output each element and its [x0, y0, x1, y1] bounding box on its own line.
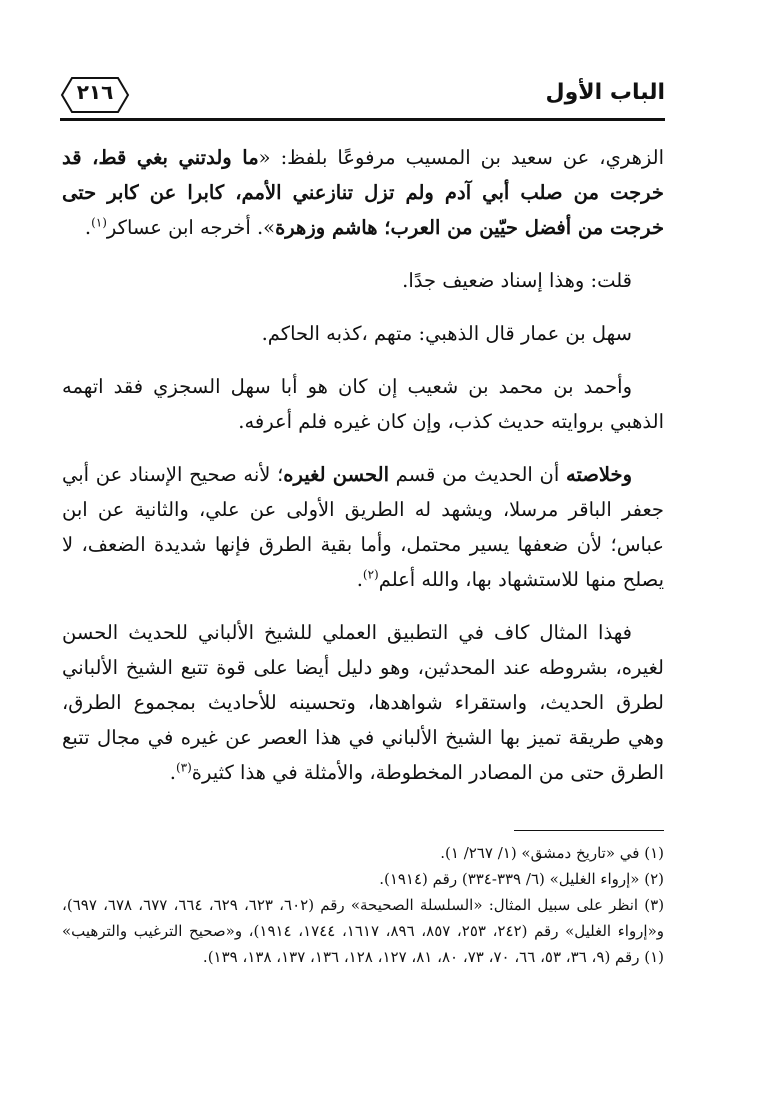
paragraph-2: قلت: وهذا إسناد ضعيف جدًا. [402, 269, 632, 292]
footnote-ref-1: (١) [91, 215, 107, 230]
page-number-badge [60, 74, 130, 116]
footnotes [62, 840, 664, 970]
header-rule [60, 118, 665, 121]
footnote-rule [514, 830, 664, 831]
paragraph-5: وخلاصته أن الحديث من قسم الحسن لغيره؛ لأنه صحيح الإسناد عن أبي جعفر الباقر مرسلا، ويشهد له الطريق الأولى عن علي، والثانية عن ابن عباس؛ لأن ضعفها يسير محتمل، وأما بقية الطرق فإنها شديدة الضعف، لا يصلح منها للاستشهاد بها، والله أعلم$^{(٢)}$. [62, 463, 664, 591]
footnote-ref-2: (٢) [362, 567, 379, 582]
footnote-ref-3: (٣) [175, 760, 192, 775]
main-text [62, 140, 664, 808]
footnote-3: (٣) انظر على سبيل المثال: «السلسلة الصحيحة» رقم (٦٠٢، ٦٢٣، ٦٢٩، ٦٦٤، ٦٧٧، ٦٧٨، ٦٩٧)، و«إرواء الغليل» رقم (٢٤٢، ٢٥٣، ٨٥٧، ٨٩٦، ١٦١٧، ١٧٤٤، ١٩١٤)، و«صحيح الترغيب والترهيب» (١) رقم (٩، ٣٦، ٥٣، ٦٦، ٧٠، ٧٣، ٨٠، ٨١، ١٢٧، ١٢٨، ١٣٦، ١٣٧، ١٣٨، ١٣٩). [62, 896, 665, 966]
paragraph-6: فهذا المثال كاف في التطبيق العملي للشيخ الألباني للحديث الحسن لغيره، بشروطه عند المحدثين، وهو دليل أيضا على قوة تتبع الشيخ الألباني لطرق الحديث، واستقراء شواهدها، وتحسينه للأحاديث بمجموع الطرق، وهي طريقة تميز بها الشيخ الألباني في هذا العصر عن غيره في مجال تتبع الطرق حتى من المصادر المخطوطة، والأمثلة في هذا كثيرة$^{(٣)}$. [62, 621, 664, 784]
chapter-title: الباب الأول [545, 80, 665, 105]
paragraph-4: وأحمد بن محمد بن شعيب إن كان هو أبا سهل السجزي فقد اتهمه الذهبي بروايته حديث كذب، وإن كان غيره فلم أعرفه. [62, 375, 664, 433]
footnote-1: (١) في «تاريخ دمشق» (١/ ٢٦٧/ ١). [440, 844, 664, 862]
paragraph-3: سهل بن عمار قال الذهبي: متهم ،كذبه الحاكم. [261, 322, 632, 345]
paragraph-1: الزهري، عن سعيد بن المسيب مرفوعًا بلفظ: «ما ولدتني بغي قط، قد خرجت من صلب أبي آدم ولم تزل تنازعني الأمم، كابرا عن كابر حتى خرجت من أفضل حيّين من العرب؛ هاشم وزهرة». أخرجه ابن عساكر$^{(١)}$. [62, 146, 664, 239]
page-header [60, 72, 665, 122]
footnote-2: (٢) «إرواء الغليل» (٦/ ٣٣٩-٣٣٤) رقم (١٩١٤). [379, 870, 664, 888]
page-number: ٢١٦ [76, 80, 114, 104]
hadith-text: ما ولدتني بغي قط، قد خرجت من صلب أبي آدم ولم تزل تنازعني الأمم، كابرا عن كابر حتى خرجت من أفضل حيّين من العرب؛ هاشم وزهرة [62, 146, 664, 239]
